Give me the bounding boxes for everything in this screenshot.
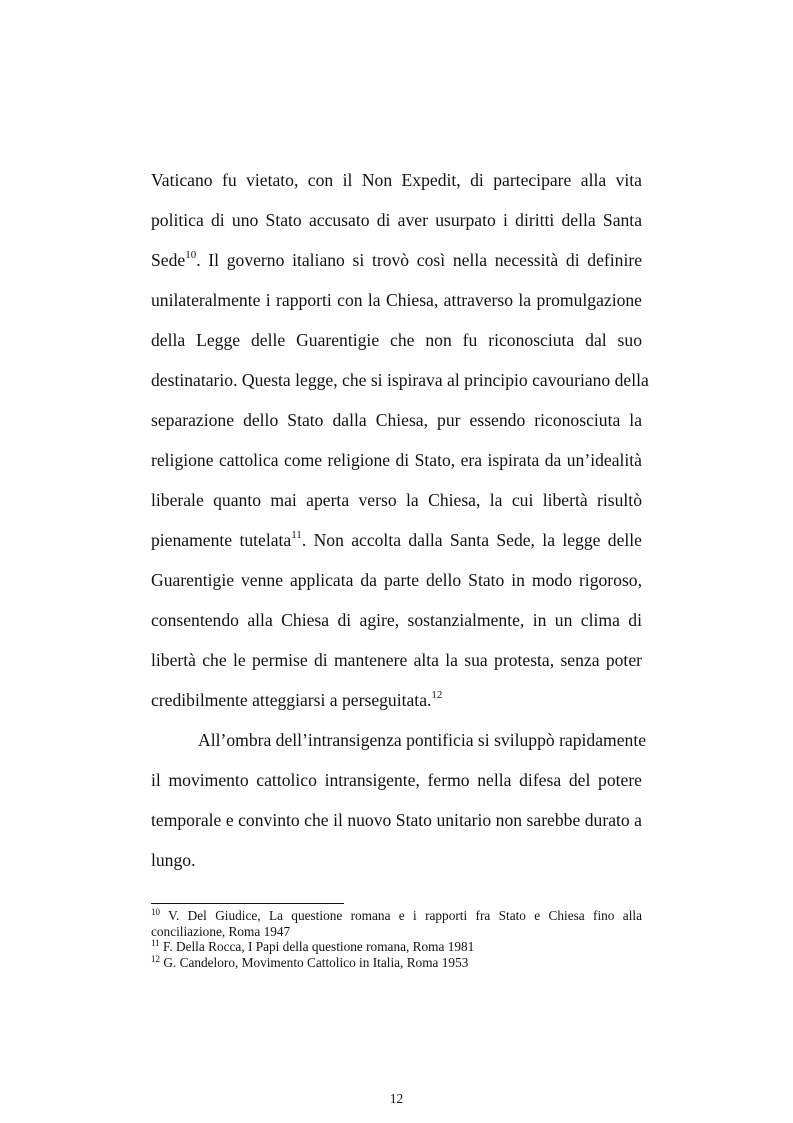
footnote-number: 10 <box>151 907 160 917</box>
text-line: separazione dello Stato dalla Chiesa, pur essendo riconosciuta la <box>151 410 642 430</box>
text-segment: . Non accolta dalla Santa Sede, la legge delle <box>301 530 642 550</box>
footnote-ref-12: 12 <box>431 689 443 701</box>
footnotes <box>151 908 642 970</box>
text-line: Vaticano fu vietato, con il Non Expedit, di partecipare alla vita <box>151 170 642 190</box>
footnote-ref-11: 11 <box>291 529 302 541</box>
text-line: il movimento cattolico intransigente, fermo nella difesa del potere <box>151 770 642 790</box>
paragraph-2 <box>151 720 647 880</box>
text-line <box>151 520 642 560</box>
text-line: libertà che le permise di mantenere alta la sua protesta, senza poter <box>151 650 642 670</box>
footnote-11 <box>151 939 642 955</box>
footnote-separator <box>151 903 344 904</box>
paragraph-1 <box>151 160 649 720</box>
footnote-text: G. Candeloro, Movimento Cattolico in Italia, Roma 1953 <box>163 954 469 970</box>
footnote-line <box>151 955 642 971</box>
text-line: All’ombra dell’intransigenza pontificia si sviluppò rapidamente <box>198 730 647 750</box>
text-line: liberale quanto mai aperta verso la Chiesa, la cui libertà risultò <box>151 490 642 510</box>
text-line: consentendo alla Chiesa di agire, sostanzialmente, in un clima di <box>151 610 642 630</box>
text-line: destinatario. Questa legge, che si ispirava al principio cavouriano della <box>151 370 649 390</box>
text-line: unilateralmente i rapporti con la Chiesa, attraverso la promulgazione <box>151 290 642 310</box>
footnote-text: V. Del Giudice, La questione romana e i rapporti fra Stato e Chiesa fino alla <box>168 908 642 923</box>
text-line: temporale e convinto che il nuovo Stato unitario non sarebbe durato a <box>151 810 642 830</box>
footnote-text: F. Della Rocca, I Papi della questione romana, Roma 1981 <box>163 939 475 954</box>
text-line: religione cattolica come religione di Stato, era ispirata da un’idealità <box>151 450 642 470</box>
footnote-line <box>151 908 642 924</box>
footnote-number: 12 <box>151 953 160 964</box>
text-line: politica di uno Stato accusato di aver usurpato i diritti della Santa <box>151 210 642 230</box>
footnote-10 <box>151 908 642 939</box>
page-number: 12 <box>389 1091 404 1106</box>
text-line: della Legge delle Guarentigie che non fu riconosciuta dal suo <box>151 330 642 350</box>
footnote-ref-10: 10 <box>185 249 197 261</box>
text-line: lungo. <box>151 850 196 870</box>
text-segment: pienamente tutelata <box>151 530 292 550</box>
footnote-line <box>151 939 642 955</box>
text-line: Guarentigie venne applicata da parte dello Stato in modo rigoroso, <box>151 570 642 590</box>
text-segment: . Il governo italiano si trovò così nella necessità di definire <box>196 250 642 270</box>
text-line <box>151 680 642 720</box>
body-text <box>151 160 649 880</box>
footnote-number: 11 <box>151 938 160 948</box>
text-segment: Sede <box>151 250 186 270</box>
footnote-line: conciliazione, Roma 1947 <box>151 923 291 939</box>
footnote-12 <box>151 955 642 971</box>
text-segment: credibilmente atteggiarsi a perseguitata. <box>151 690 432 710</box>
text-line <box>151 240 642 280</box>
